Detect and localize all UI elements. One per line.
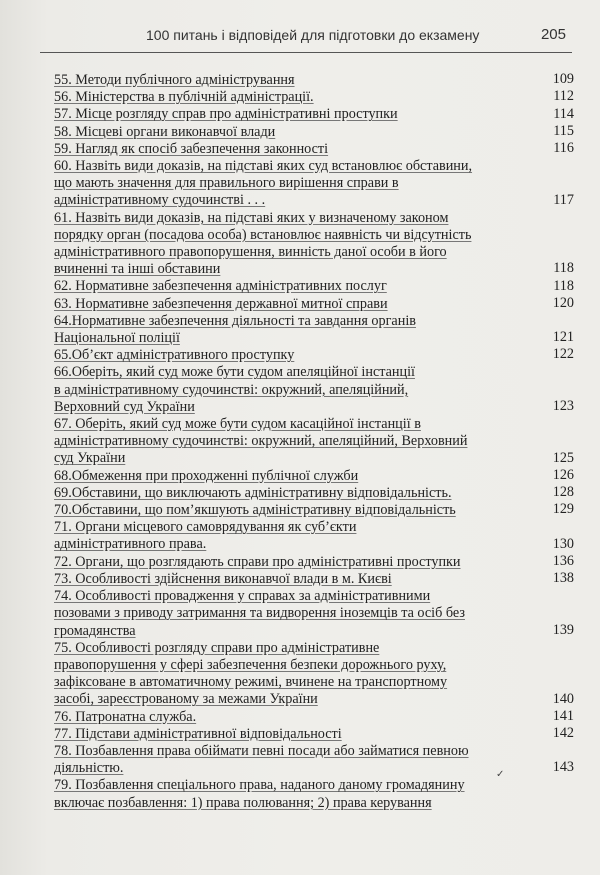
- toc-entry-page-number: 140: [552, 690, 574, 707]
- toc-entry-page-number: 116: [553, 140, 574, 157]
- toc-entry-page-number: 120: [552, 294, 574, 311]
- toc-entry: [54, 158, 574, 210]
- toc-entry-page-number: 123: [552, 398, 574, 415]
- toc-entry-title: 60. Назвіть види доказів, на підставі яких суд встановлює обставини, що мають значення для правильного вирішення справи в адміністративному судочинстві . . .: [54, 158, 473, 209]
- toc-entry-page-number: 143: [552, 759, 574, 776]
- toc-entry-title: 72. Органи, що розглядають справи про адміністративні проступки: [54, 553, 461, 570]
- toc-entry-title: 63. Нормативне забезпечення державної митної справи: [54, 295, 388, 312]
- toc-entry: [54, 777, 574, 811]
- toc-entry-title: 62. Нормативне забезпечення адміністративних послуг: [54, 278, 387, 295]
- toc-entry-title: 67. Оберіть, який суд може бути судом касаційної інстанції в адміністративному судочинстві: окружний, апеляційний, Верховний суд України: [54, 416, 468, 467]
- page-number: 205: [540, 26, 566, 43]
- running-title: 100 питань і відповідей для підготовки до екзамену: [146, 27, 480, 43]
- toc-entry-page-number: 117: [553, 191, 574, 208]
- toc-entry: [54, 554, 574, 571]
- toc-entry-title: 70.Обставини, що пом’якшують адміністративну відповідальність: [54, 502, 456, 519]
- toc-entry-page-number: 141: [552, 707, 574, 724]
- toc-entry-page-number: 126: [552, 466, 574, 483]
- toc-entry-page-number: 136: [552, 552, 574, 569]
- toc-entry-page-number: 138: [552, 570, 574, 587]
- toc-entry-page-number: 128: [552, 484, 574, 501]
- toc-entry-page-number: 115: [553, 122, 574, 139]
- toc-entry-title: 66.Оберіть, який суд може бути судом апеляційної інстанції в адміністративному судочинстві: окружний, апеляційний, Верховний суд України: [54, 364, 415, 415]
- toc-entry: [54, 519, 574, 553]
- toc-entry-page-number: 139: [552, 621, 574, 638]
- toc-entry-title: 73. Особливості здійснення виконавчої влади в м. Києві: [54, 570, 392, 587]
- toc-entry-page-number: 122: [552, 346, 574, 363]
- toc-entry: [54, 502, 574, 519]
- toc-entry: [54, 124, 574, 141]
- toc-entry: [54, 210, 574, 279]
- toc-entry: [54, 416, 574, 468]
- toc-entry-title: 77. Підстави адміністративної відповідальності: [54, 725, 342, 742]
- toc-entry-title: 55. Методи публічного адміністрування: [54, 72, 295, 88]
- toc-entry-title: 68.Обмеження при проходженні публічної служби: [54, 467, 359, 484]
- toc-entry-title: 69.Обставини, що виключають адміністративну відповідальність.: [54, 484, 452, 501]
- toc-entry-page-number: 114: [553, 105, 574, 122]
- toc-entry: [54, 72, 574, 89]
- toc-entry: [54, 278, 574, 295]
- toc-entry-title: 56. Міністерства в публічній адміністрації.: [54, 89, 314, 106]
- toc-entry-page-number: 129: [552, 501, 574, 518]
- toc-entry-title: 61. Назвіть види доказів, на підставі яких у визначеному законом порядку орган (посадова особа) встановлює наявність чи відсутність адміністративного правопорушення, винність даної особи в його вчиненні та інші обставини: [54, 209, 472, 278]
- toc-entry-title: 64.Нормативне забезпечення діяльності та завдання органів Національної поліції: [54, 312, 416, 347]
- toc-entry: [54, 571, 574, 588]
- toc-entry: [54, 313, 574, 347]
- toc-entry: [54, 347, 574, 364]
- toc-entry-title: 76. Патронатна служба.: [54, 708, 197, 725]
- toc-entry-page-number: 125: [552, 449, 574, 466]
- toc-entry-title: 59. Нагляд як спосіб забезпечення законності: [54, 140, 329, 157]
- toc-entry-title: 79. Позбавлення спеціального права, наданого даному громадянину включає позбавлення: 1) права полювання; 2) права керування: [54, 777, 465, 811]
- toc-entry-title: 65.Об’єкт адміністративного проступку: [54, 347, 295, 364]
- toc-entry: [54, 364, 574, 416]
- toc-entry-page-number: 142: [552, 724, 574, 741]
- toc-entry-title: 78. Позбавлення права обіймати певні посади або займатися певною діяльністю.: [54, 742, 469, 777]
- toc-entry-page-number: 109: [552, 71, 574, 88]
- page-header: [40, 18, 572, 53]
- toc-entry-title: 71. Органи місцевого самоврядування як суб’єкти адміністративного права.: [54, 519, 357, 553]
- toc-entry-title: 57. Місце розгляду справ про адміністративні проступки: [54, 106, 398, 123]
- toc-entry: [54, 640, 574, 709]
- toc-entry-page-number: 118: [553, 277, 574, 294]
- table-of-contents: [54, 72, 574, 812]
- toc-entry: [54, 588, 574, 640]
- toc-entry: [54, 296, 574, 313]
- toc-entry: [54, 709, 574, 726]
- toc-entry-page-number: 130: [552, 535, 574, 552]
- toc-entry-page-number: 121: [552, 329, 574, 346]
- toc-entry-page-number: 112: [553, 88, 574, 105]
- toc-entry-title: 75. Особливості розгляду справи про адміністративне правопорушення у сфері забезпечення безпеки дорожнього руху, зафіксоване в автоматичному режимі, вчинене на транспортному засобі, зареєстрованому за межами України: [54, 639, 448, 708]
- toc-entry: [54, 726, 574, 743]
- toc-entry-title: 74. Особливості провадження у справах за адміністративними позовами з приводу затримання та видворення іноземців та осіб без громадянства: [54, 588, 465, 639]
- toc-entry: [54, 485, 574, 502]
- toc-entry-title: 58. Місцеві органи виконавчої влади: [54, 123, 276, 140]
- toc-entry: [54, 468, 574, 485]
- toc-entry: [54, 106, 574, 123]
- toc-entry: [54, 141, 574, 158]
- pen-mark-icon: ✓: [496, 769, 505, 780]
- toc-entry: [54, 89, 574, 106]
- toc-entry-page-number: 118: [553, 260, 574, 277]
